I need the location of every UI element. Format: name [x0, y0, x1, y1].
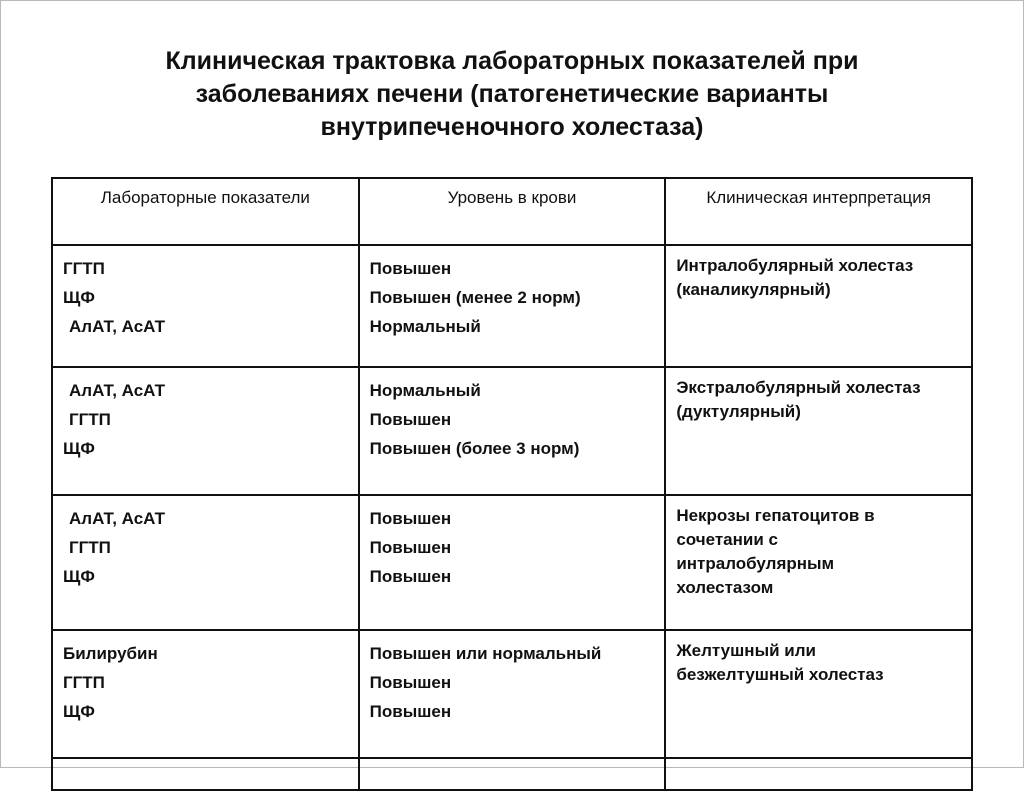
title-line-1: Клиническая трактовка лабораторных показателей при: [165, 47, 859, 75]
table-header-row: [52, 178, 972, 245]
table-row-empty: [52, 758, 972, 790]
indicator-item: ГГТП: [69, 538, 111, 557]
indicator-item: ГГТП: [69, 410, 111, 429]
header-interpretation: Клиническая интерпретация: [665, 178, 972, 245]
level-item: Повышен (менее 2 норм): [369, 288, 581, 307]
level-item: Повышен: [369, 673, 452, 692]
cell-interpretation: [665, 367, 972, 495]
level-item: Повышен: [369, 410, 452, 429]
interpretation-line: Некрозы гепатоцитов в: [676, 506, 875, 525]
indicator-item: ЩФ: [63, 439, 95, 458]
level-item: Повышен (более 3 норм): [369, 439, 580, 458]
interpretation-line: интралобулярным: [676, 554, 835, 573]
interpretation-line: холестазом: [676, 578, 774, 597]
indicator-item: ГГТП: [63, 673, 105, 692]
interpretation-line: Желтушный или: [676, 641, 816, 660]
interpretation-line: Экстралобулярный холестаз: [676, 378, 921, 397]
indicator-item: АлАТ, АсАТ: [69, 317, 165, 336]
cell-levels: [359, 367, 666, 495]
interpretation-line: сочетании с: [676, 530, 778, 549]
level-item: Повышен: [369, 567, 452, 586]
indicator-item: ЩФ: [63, 567, 95, 586]
cell-indicators: [52, 630, 359, 758]
header-indicators: Лабораторные показатели: [52, 178, 359, 245]
cell-levels: [359, 245, 666, 367]
cell-interpretation: [665, 245, 972, 367]
interpretation-line: безжелтушный холестаз: [676, 665, 884, 684]
table-row: [52, 245, 972, 367]
cell-empty: [665, 758, 972, 790]
table-row: [52, 367, 972, 495]
cell-levels: [359, 495, 666, 630]
level-item: Повышен: [369, 509, 452, 528]
indicator-item: ГГТП: [63, 259, 105, 278]
level-item: Нормальный: [369, 381, 481, 400]
cell-indicators: [52, 495, 359, 630]
indicator-item: АлАТ, АсАТ: [69, 381, 165, 400]
level-item: Нормальный: [369, 317, 481, 336]
lab-indicators-table: [51, 177, 973, 791]
table-row: [52, 630, 972, 758]
cell-empty: [52, 758, 359, 790]
interpretation-line: (дуктулярный): [676, 402, 801, 421]
indicator-item: ЩФ: [63, 702, 95, 721]
level-item: Повышен: [369, 702, 452, 721]
cell-indicators: [52, 245, 359, 367]
title-line-2: заболеваниях печени (патогенетические варианты: [195, 80, 829, 108]
table-row: [52, 495, 972, 630]
cell-empty: [359, 758, 666, 790]
indicator-item: ЩФ: [63, 288, 95, 307]
level-item: Повышен: [369, 259, 452, 278]
cell-levels: [359, 630, 666, 758]
interpretation-line: (каналикулярный): [676, 280, 831, 299]
title-line-3: внутрипеченочного холестаза): [320, 113, 704, 141]
indicator-item: Билирубин: [63, 644, 158, 663]
indicator-item: АлАТ, АсАТ: [69, 509, 165, 528]
header-blood-level: Уровень в крови: [359, 178, 666, 245]
cell-interpretation: [665, 630, 972, 758]
cell-interpretation: [665, 495, 972, 630]
level-item: Повышен: [369, 538, 452, 557]
level-item: Повышен или нормальный: [369, 644, 602, 663]
slide-title: [60, 45, 964, 144]
cell-indicators: [52, 367, 359, 495]
interpretation-line: Интралобулярный холестаз: [676, 256, 914, 275]
